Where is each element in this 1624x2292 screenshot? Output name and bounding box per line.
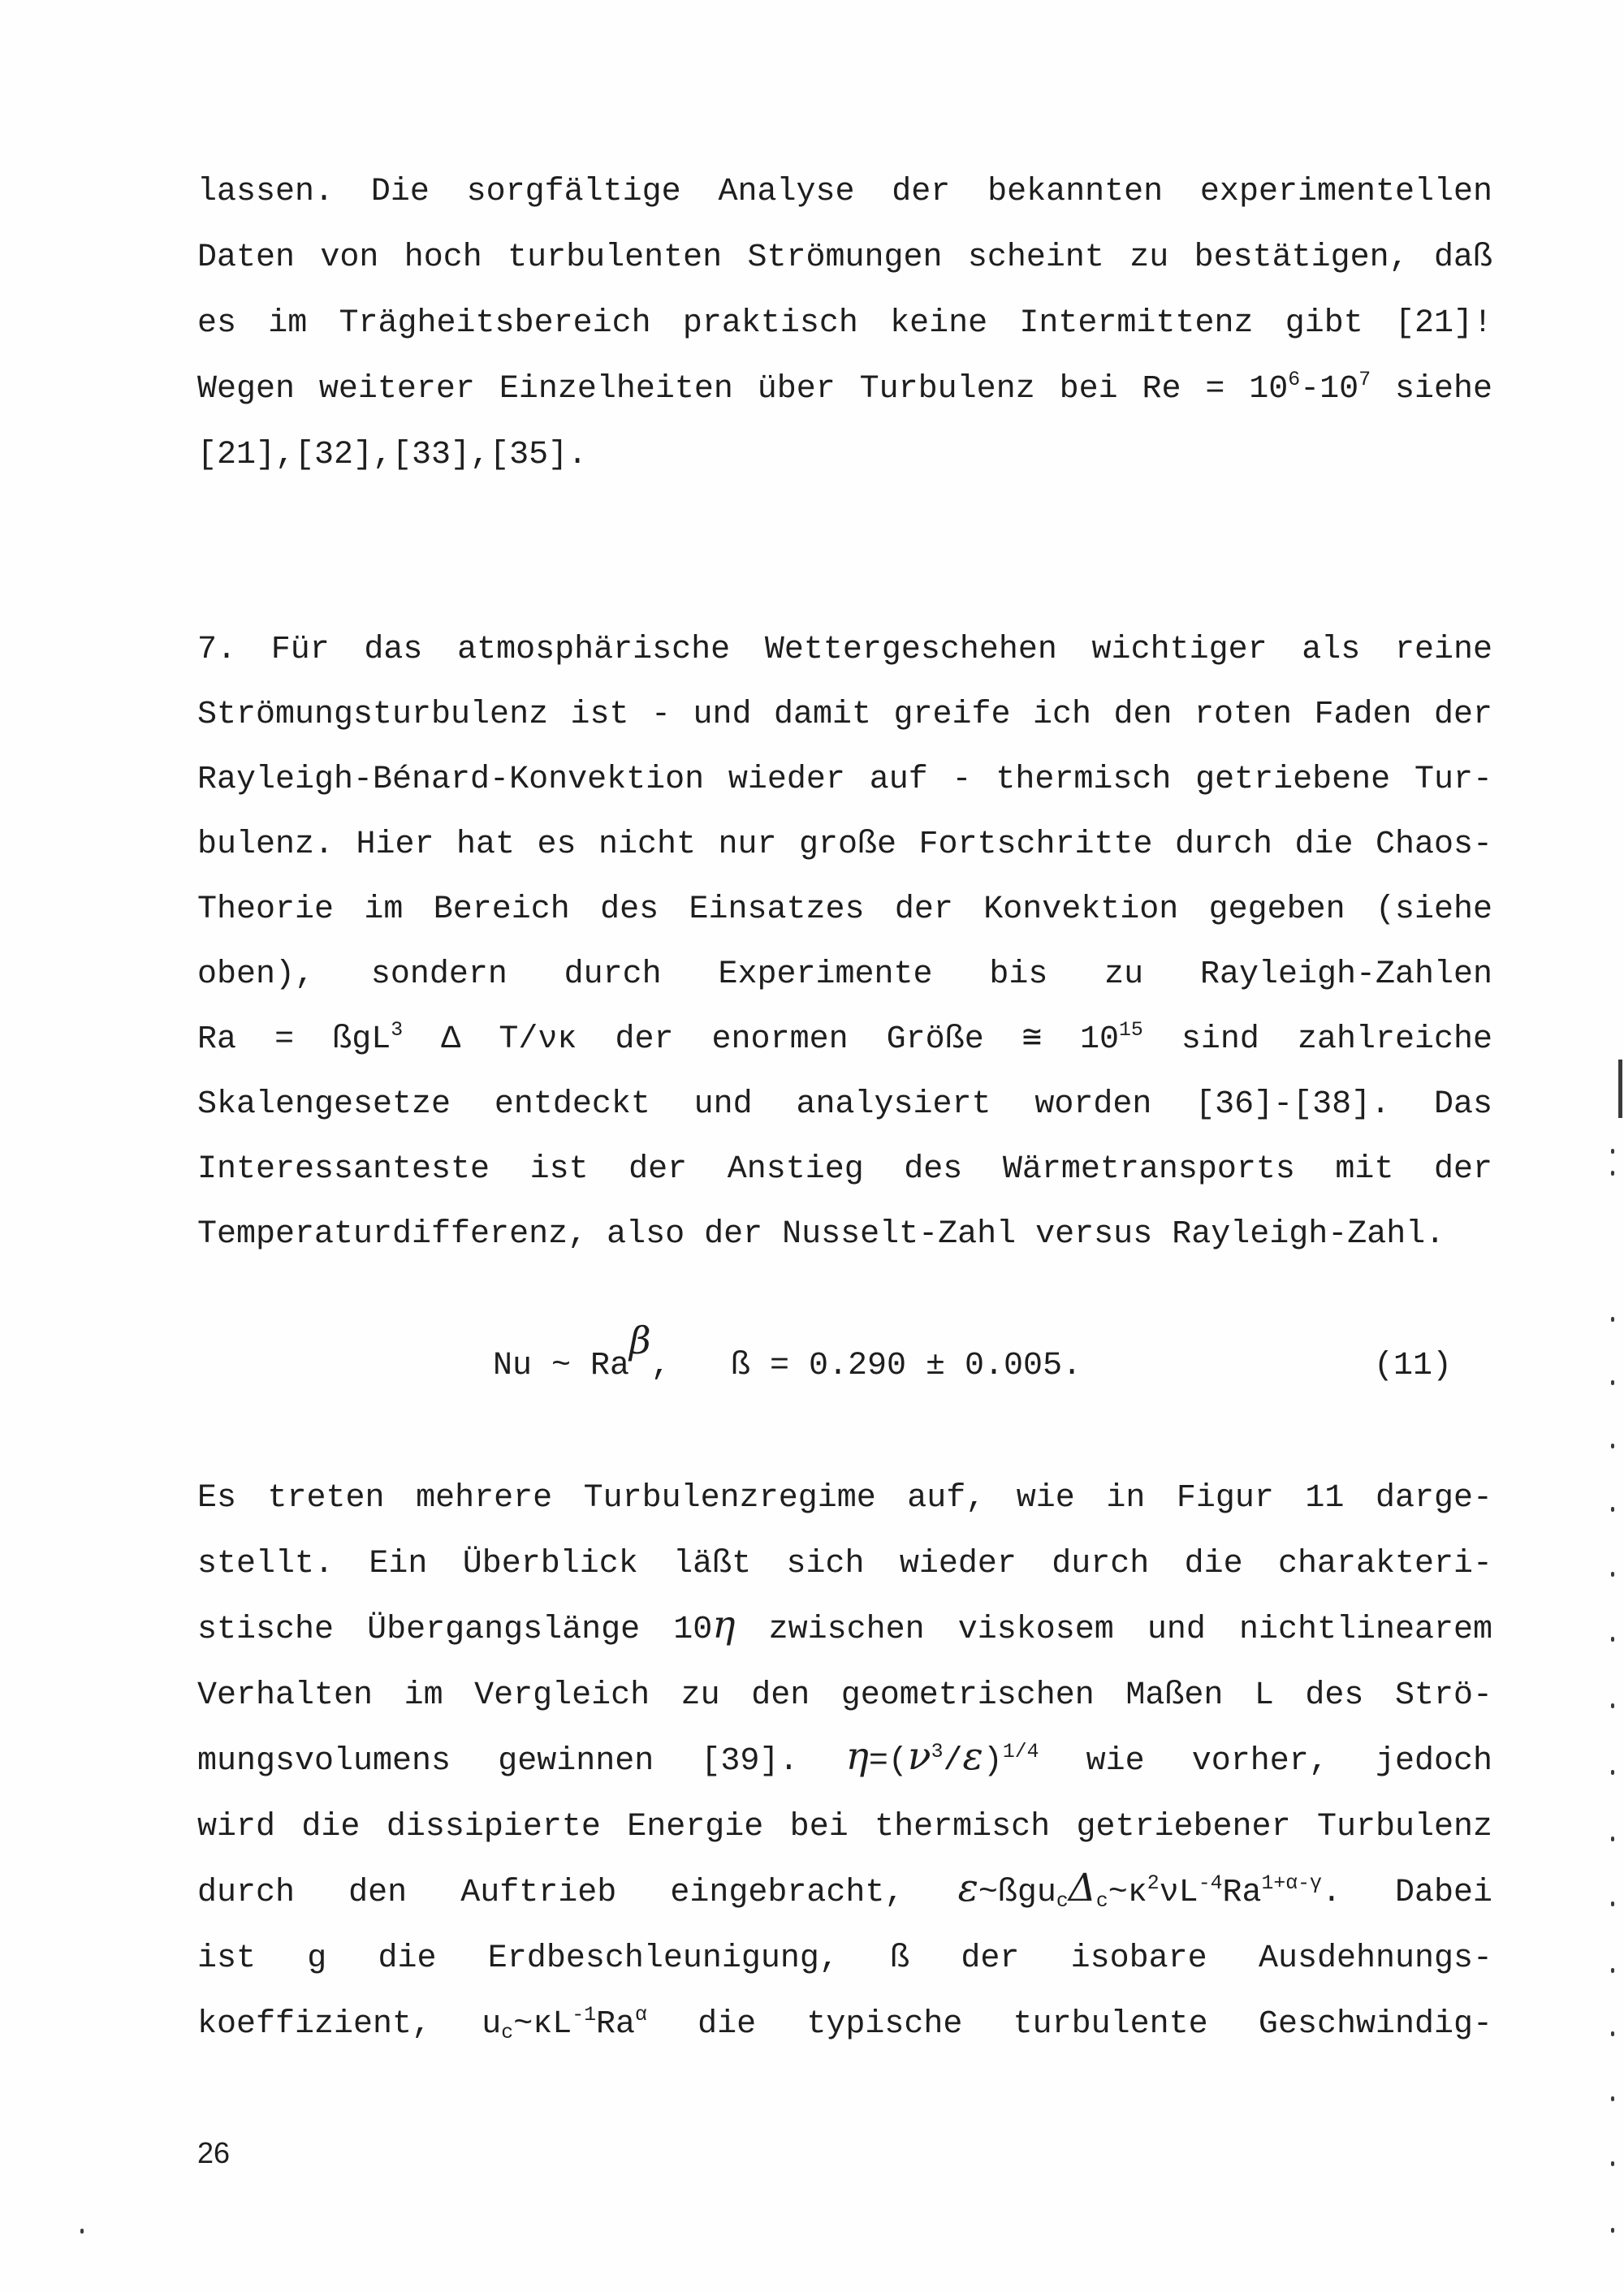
scan-dot (1611, 1572, 1614, 1577)
scan-dot (1611, 1901, 1614, 1906)
text-run: Skalengesetze entdeckt und analysiert worden [36]-[38]. Das (197, 1086, 1492, 1123)
text-line (197, 618, 1492, 683)
text-run: Interessanteste ist der Anstieg des Wärmetransports mit der (197, 1151, 1492, 1188)
text-line (197, 943, 1492, 1008)
superscript: 2 (1147, 1871, 1160, 1895)
text-line (197, 683, 1492, 748)
scan-mark (1618, 1060, 1622, 1118)
scan-dot (1611, 1444, 1614, 1448)
scan-dot (80, 2229, 84, 2234)
text-line (197, 1465, 1492, 1531)
text-line (197, 1926, 1492, 1992)
text-line (197, 1992, 1492, 2057)
text-run: siehe (1371, 371, 1492, 408)
text-run: νL (1159, 1875, 1199, 1911)
text-run: oben), sondern durch Experimente bis zu Rayleigh-Zahlen (197, 956, 1492, 993)
scan-dot (1611, 2228, 1614, 2233)
text-run: koeffizient, u (197, 2006, 502, 2043)
text-line (197, 1137, 1492, 1202)
text-line (197, 1008, 1492, 1073)
text-run: ~ßgu (978, 1875, 1056, 1911)
text-line (197, 1531, 1492, 1597)
text-run: ) (983, 1743, 1003, 1780)
text-run: ~κL (513, 2006, 572, 2043)
superscript: 15 (1119, 1018, 1143, 1042)
text-run: / (943, 1743, 963, 1780)
text-run: mungsvolumens gewinnen [39]. (197, 1743, 846, 1780)
paragraph-continued (197, 159, 1492, 488)
text-run: Daten von hoch turbulenten Strömungen scheint zu bestätigen, daß (197, 240, 1492, 276)
text-run: Es treten mehrere Turbulenzregime auf, wie in Figur 11 darge- (197, 1480, 1492, 1517)
equation-exponent: β (629, 1318, 651, 1362)
equation-11 (0, 1318, 1624, 1399)
text-run: Ra = ßgL (197, 1021, 391, 1058)
paragraph-turbulence-regimes (197, 1465, 1492, 2057)
subscript: c (1056, 1889, 1069, 1913)
text-run: Verhalten im Vergleich zu den geometrischen Maßen L des Strö- (197, 1677, 1492, 1714)
text-run: es im Trägheitsbereich praktisch keine Intermittenz gibt [21]! (197, 305, 1492, 342)
text-line (197, 1729, 1492, 1794)
text-line (197, 1597, 1492, 1663)
page-number: 26 (197, 2136, 231, 2169)
text-run: zwischen viskosem und nichtlinearem (735, 1612, 1492, 1648)
superscript: 3 (931, 1740, 944, 1763)
superscript: 3 (391, 1018, 404, 1042)
text-run: 7. Für das atmosphärische Wettergeschehen wichtiger als reine (197, 632, 1492, 668)
text-line (197, 291, 1492, 356)
superscript: -4 (1198, 1871, 1223, 1895)
text-line (197, 1202, 1492, 1267)
text-run: sind zahlreiche (1142, 1021, 1493, 1058)
equation-text: Nu ~ Ra (493, 1348, 630, 1384)
text-run: Ra (1222, 1875, 1262, 1911)
superscript: 6 (1288, 368, 1301, 391)
superscript: α (634, 2003, 647, 2027)
text-run: Strömungsturbulenz ist - und damit greife ich den roten Faden der (197, 697, 1492, 733)
text-run: durch den Auftrieb eingebracht, (197, 1875, 958, 1911)
text-line (197, 225, 1492, 291)
text-run: Temperaturdifferenz, also der Nusselt-Zahl versus Rayleigh-Zahl. (197, 1216, 1445, 1253)
text-line (197, 356, 1492, 422)
text-run: die typische turbulente Geschwindig- (646, 2006, 1492, 2043)
equation-rhs: ß = 0.290 ± 0.005. (731, 1348, 1082, 1384)
superscript: 1+α-γ (1261, 1871, 1322, 1895)
equation-number: (11) (1374, 1348, 1453, 1384)
text-run: stellt. Ein Überblick läßt sich wieder durch die charakteri- (197, 1546, 1492, 1582)
text-run: =( (868, 1743, 908, 1780)
text-line (197, 1794, 1492, 1860)
text-run: . Dabei (1321, 1875, 1493, 1911)
text-run: bulenz. Hier hat es nicht nur große Fortschritte durch die Chaos- (197, 827, 1492, 863)
text-run: ~κ (1108, 1875, 1147, 1911)
scan-dot (1611, 1837, 1614, 1841)
subscript: c (1095, 1889, 1108, 1913)
scan-dot (1611, 2031, 1614, 2036)
text-run: [21],[32],[33],[35]. (197, 437, 588, 473)
greek-symbol: ν (907, 1734, 931, 1779)
greek-symbol: ε (962, 1734, 983, 1779)
scan-dot (1611, 1637, 1614, 1642)
equation-comma: , (650, 1348, 671, 1384)
text-run: wie vorher, jedoch (1039, 1743, 1492, 1780)
paragraph-7 (197, 618, 1492, 1267)
greek-symbol: η (712, 1603, 736, 1647)
text-run: Ra (595, 2006, 635, 2043)
text-line (197, 1663, 1492, 1729)
superscript: 7 (1358, 368, 1371, 391)
text-run: wird die dissipierte Energie bei thermisch getriebener Turbulenz (197, 1809, 1492, 1845)
scan-dot (1611, 1703, 1614, 1708)
scan-dot (1611, 1770, 1614, 1775)
text-line (197, 1073, 1492, 1137)
text-run: Wegen weiterer Einzelheiten über Turbulenz bei Re = 10 (197, 371, 1289, 408)
text-run: stische Übergangslänge 10 (197, 1612, 713, 1648)
scan-dot (1611, 1149, 1614, 1154)
text-line (197, 878, 1492, 943)
scan-dot (1611, 1507, 1614, 1512)
text-run: Theorie im Bereich des Einsatzes der Konvektion gegeben (siehe (197, 891, 1492, 928)
superscript: -1 (572, 2003, 596, 2027)
scan-dot (1611, 1317, 1614, 1322)
scan-dot (1611, 1968, 1614, 1973)
scan-dot (1611, 2161, 1614, 2166)
scan-dot (1611, 1380, 1614, 1385)
equation-lhs (493, 1318, 671, 1399)
greek-symbol: Δ (1068, 1866, 1096, 1910)
text-line (197, 1860, 1492, 1926)
text-line (197, 748, 1492, 813)
text-run: lassen. Die sorgfältige Analyse der bekannten experimentellen (197, 174, 1492, 210)
scan-dot (1611, 2096, 1614, 2101)
superscript: 1/4 (1002, 1740, 1039, 1763)
greek-symbol: η (845, 1734, 869, 1779)
greek-symbol: ε (957, 1866, 978, 1910)
subscript: c (501, 2021, 514, 2044)
scan-dot (1611, 1171, 1614, 1176)
text-line (197, 422, 1492, 488)
text-line (197, 159, 1492, 225)
text-run: ist g die Erdbeschleunigung, ß der isobare Ausdehnungs- (197, 1940, 1492, 1977)
text-line (197, 813, 1492, 878)
text-run: -10 (1300, 371, 1359, 408)
text-run: Δ T/νκ der enormen Größe ≅ 10 (403, 1021, 1119, 1058)
text-run: Rayleigh-Bénard-Konvektion wieder auf - thermisch getriebene Tur- (197, 762, 1492, 798)
